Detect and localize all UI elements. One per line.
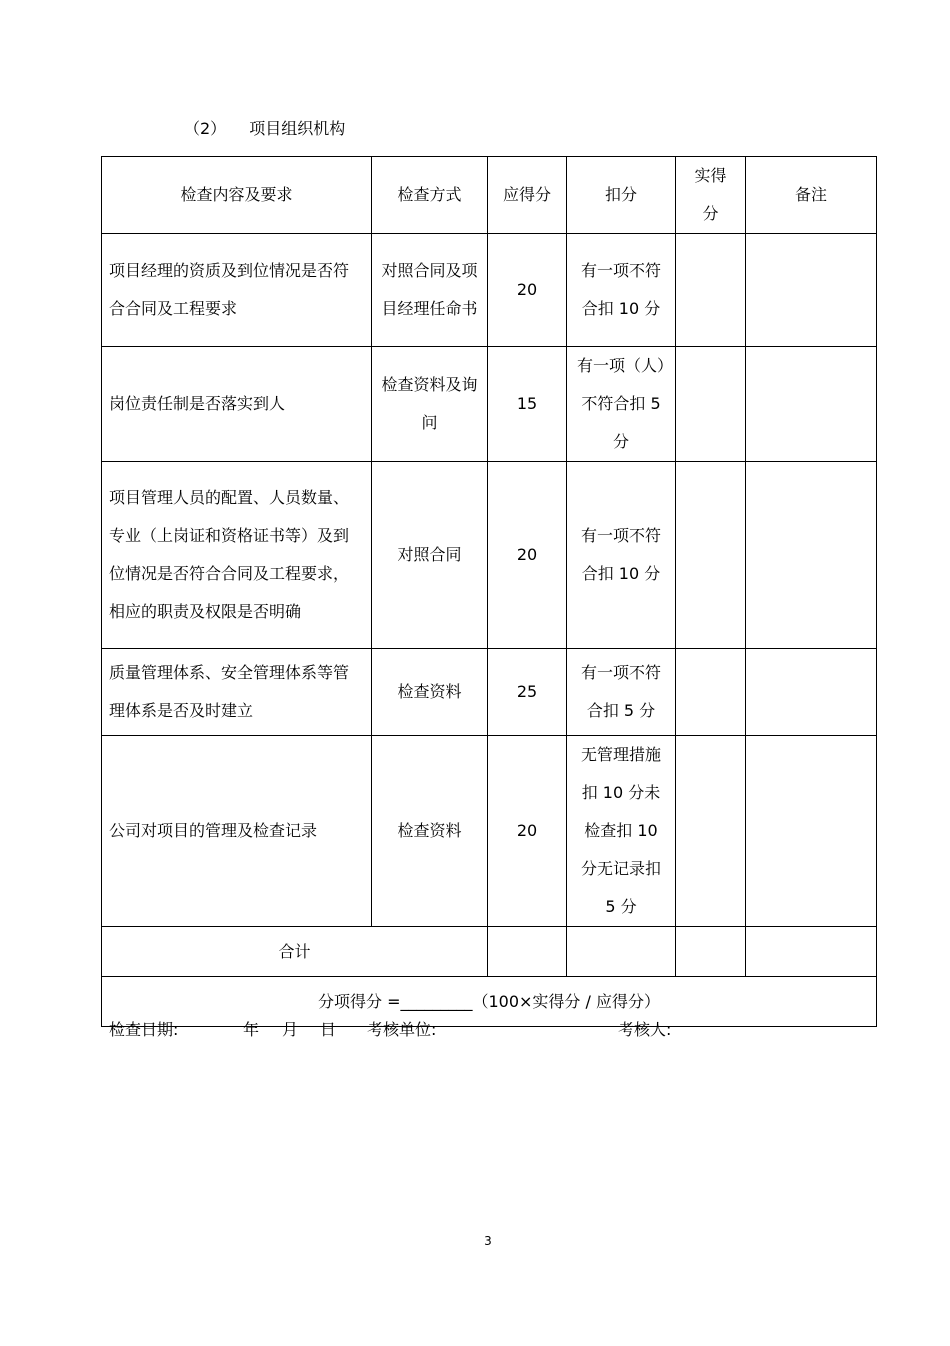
day-label: 日 <box>320 1020 337 1039</box>
row-method: 检查资料 <box>372 649 488 736</box>
row-score: 25 <box>488 649 567 736</box>
row-deduction: 有一项不符合扣 10 分 <box>567 462 676 649</box>
row-deduction: 有一项（人）不符合扣 5 分 <box>567 347 676 462</box>
header-remark: 备注 <box>746 157 877 234</box>
row-actual <box>676 234 746 347</box>
total-score <box>488 927 567 977</box>
row-remark <box>746 234 877 347</box>
section-number: （2） <box>184 119 227 138</box>
formula-row <box>102 977 877 1027</box>
inspection-table <box>101 156 877 1027</box>
header-content: 检查内容及要求 <box>102 157 372 234</box>
section-title: 项目组织机构 <box>249 119 346 138</box>
person-label: 考核人: <box>618 1020 672 1039</box>
row-content: 项目经理的资质及到位情况是否符合合同及工程要求 <box>102 234 372 347</box>
row-method: 对照合同 <box>372 462 488 649</box>
row-deduction: 有一项不符合扣 10 分 <box>567 234 676 347</box>
total-row <box>102 927 877 977</box>
row-remark <box>746 649 877 736</box>
unit-label: 考核单位: <box>367 1020 437 1039</box>
total-remark <box>746 927 877 977</box>
row-score: 20 <box>488 462 567 649</box>
table-row <box>102 649 877 736</box>
header-row <box>102 157 877 234</box>
table-row <box>102 462 877 649</box>
row-method: 检查资料 <box>372 736 488 927</box>
total-actual <box>676 927 746 977</box>
row-actual <box>676 347 746 462</box>
header-score: 应得分 <box>488 157 567 234</box>
row-deduction: 有一项不符合扣 5 分 <box>567 649 676 736</box>
score-formula: 分项得分 =_________（100×实得分 / 应得分） <box>102 977 877 1027</box>
row-content: 岗位责任制是否落实到人 <box>102 347 372 462</box>
row-score: 15 <box>488 347 567 462</box>
row-content: 质量管理体系、安全管理体系等管理体系是否及时建立 <box>102 649 372 736</box>
row-remark <box>746 736 877 927</box>
page-number: 3 <box>484 1234 492 1248</box>
row-remark <box>746 347 877 462</box>
header-deduction: 扣分 <box>567 157 676 234</box>
row-deduction: 无管理措施扣 10 分未检查扣 10 分无记录扣 5 分 <box>567 736 676 927</box>
section-heading <box>184 118 345 140</box>
signature-line <box>109 1019 672 1173</box>
row-score: 20 <box>488 736 567 927</box>
row-method: 检查资料及询问 <box>372 347 488 462</box>
row-method: 对照合同及项目经理任命书 <box>372 234 488 347</box>
month-label: 月 <box>282 1020 299 1039</box>
row-actual <box>676 649 746 736</box>
row-remark <box>746 462 877 649</box>
row-content: 公司对项目的管理及检查记录 <box>102 736 372 927</box>
total-label: 合计 <box>102 927 488 977</box>
table-row <box>102 234 877 347</box>
header-method: 检查方式 <box>372 157 488 234</box>
table-row <box>102 736 877 927</box>
table-row <box>102 347 877 462</box>
total-deduction <box>567 927 676 977</box>
date-label: 检查日期: <box>109 1020 179 1039</box>
row-actual <box>676 736 746 927</box>
year-label: 年 <box>243 1020 260 1039</box>
row-actual <box>676 462 746 649</box>
row-score: 20 <box>488 234 567 347</box>
header-actual: 实得分 <box>676 157 746 234</box>
row-content: 项目管理人员的配置、人员数量、专业（上岗证和资格证书等）及到位情况是否符合合同及工程要求，相应的职责及权限是否明确 <box>102 462 372 649</box>
